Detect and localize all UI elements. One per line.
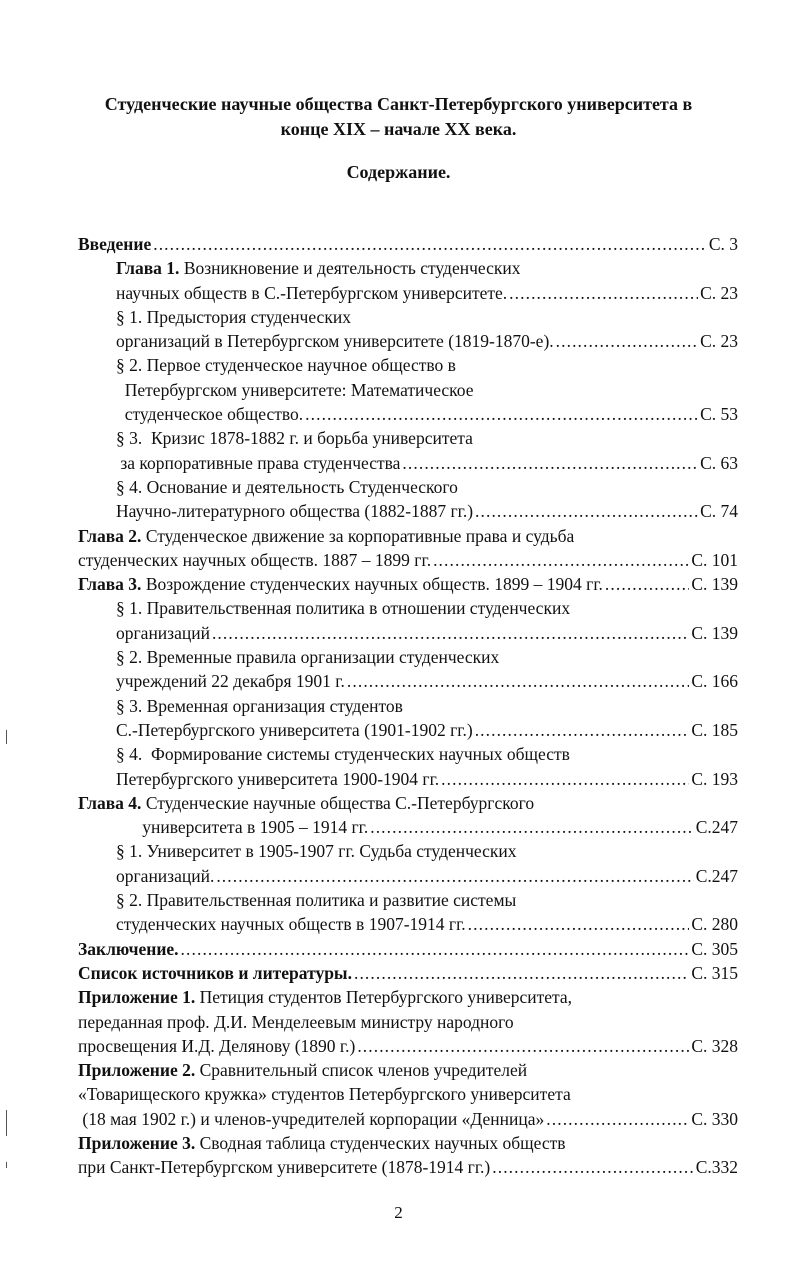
toc-line (0, 426, 738, 450)
toc-entry (0, 742, 797, 791)
toc-page-ref: С. 328 (691, 1035, 738, 1056)
scan-margin-mark (6, 1110, 7, 1136)
toc-entry-text: при Санкт-Петербургском университете (1878-1914 гг.) (78, 1157, 491, 1178)
table-of-contents (0, 232, 797, 1180)
toc-entry (0, 839, 797, 888)
dot-leader (305, 402, 698, 426)
toc-line (0, 864, 738, 888)
toc-line (0, 281, 738, 305)
toc-line (0, 256, 738, 280)
toc-line (0, 451, 738, 475)
toc-entry-text: организаций. (116, 865, 215, 886)
page-number: 2 (394, 1203, 403, 1222)
toc-entry-text: Сравнительный список членов учредителей (195, 1060, 528, 1081)
toc-line (0, 912, 738, 936)
toc-entry-text: Сводная таблица студенческих научных обществ (195, 1132, 566, 1153)
toc-line (0, 815, 738, 839)
toc-line (0, 1010, 738, 1034)
toc-entry-text: Студенческие научные общества С.-Петербургского (141, 792, 535, 813)
dot-leader (546, 1107, 689, 1131)
toc-entry-text: студенческих научных обществ. 1887 – 1899 гг. (78, 549, 432, 570)
dot-leader (433, 548, 689, 572)
dot-leader (492, 1155, 693, 1179)
toc-entry-label: Глава 4. (78, 792, 142, 813)
toc-entry-text: § 1. Университет в 1905-1907 гг. Судьба студенческих (116, 841, 517, 862)
toc-entry-text: Петербургском университете: Математическое (116, 379, 474, 400)
toc-entry-text: Петербургского университета 1900-1904 гг. (116, 768, 440, 789)
toc-line (0, 985, 738, 1009)
toc-page-ref: С. 139 (691, 574, 738, 595)
toc-line (0, 475, 738, 499)
toc-page-ref: С. 53 (700, 404, 738, 425)
dot-leader (181, 937, 690, 961)
toc-page-ref: С. 139 (691, 622, 738, 643)
toc-entry-text: студенческое общество. (116, 404, 304, 425)
toc-entry-text: студенческих научных обществ в 1907-1914 гг. (116, 914, 466, 935)
toc-entry (0, 1058, 797, 1131)
toc-line (0, 524, 738, 548)
toc-entry-text: за корпоративные права студенчества (116, 452, 401, 473)
toc-entry (0, 961, 797, 985)
document-title (60, 92, 737, 142)
toc-entry-label: Глава 2. (78, 525, 142, 546)
toc-entry (0, 596, 797, 645)
title-line-1: Студенческие научные общества Санкт-Петербургского университета в (104, 94, 693, 114)
toc-entry-text: § 2. Правительственная политика и развитие системы (116, 890, 517, 911)
toc-line (0, 937, 738, 961)
toc-entry-label: Приложение 2. (78, 1060, 196, 1081)
toc-page-ref: С. 305 (691, 938, 738, 959)
dot-leader (347, 669, 689, 693)
toc-line (0, 645, 738, 669)
toc-entry-text: § 1. Правительственная политика в отношении студенческих (116, 598, 571, 619)
toc-entry-text: § 2. Первое студенческое научное общество в (116, 355, 456, 376)
dot-leader (605, 572, 689, 596)
toc-entry (0, 232, 797, 256)
title-line-2: конце XIX – начале XX века. (280, 119, 517, 139)
toc-line (0, 1131, 738, 1155)
dot-leader (468, 912, 690, 936)
toc-entry (0, 985, 797, 1058)
toc-page-ref: С. 63 (700, 452, 738, 473)
toc-line (0, 961, 738, 985)
toc-line (0, 378, 738, 402)
dot-leader (556, 329, 698, 353)
dot-leader (402, 451, 698, 475)
toc-entry (0, 791, 797, 840)
toc-entry-text: Петиция студентов Петербургского университета, (195, 987, 573, 1008)
toc-line (0, 791, 738, 815)
toc-entry (0, 694, 797, 743)
scan-margin-mark (6, 1162, 7, 1168)
toc-line (0, 499, 738, 523)
toc-entry-text: (18 мая 1902 г.) и членов-учредителей корпорации «Денница» (78, 1108, 545, 1129)
toc-line (0, 548, 738, 572)
toc-line (0, 1058, 738, 1082)
toc-entry (0, 256, 797, 305)
toc-line (0, 767, 738, 791)
toc-entry-text: Возникновение и деятельность студенческих (179, 258, 521, 279)
toc-line (0, 1034, 738, 1058)
dot-leader (475, 499, 698, 523)
toc-entry-text: § 2. Временные правила организации студенческих (116, 647, 500, 668)
toc-entry-text: учреждений 22 декабря 1901 г. (116, 671, 345, 692)
toc-entry-label: Заключение. (78, 938, 179, 959)
toc-entry-text: Научно-литературного общества (1882-1887 гг.) (116, 501, 474, 522)
toc-entry-text: организаций (116, 622, 210, 643)
toc-line (0, 839, 738, 863)
toc-entry-label: Глава 3. (78, 574, 142, 595)
toc-entry-text: § 1. Предыстория студенческих (116, 306, 351, 327)
toc-line (0, 596, 738, 620)
toc-entry (0, 937, 797, 961)
toc-page-ref: С. 3 (708, 234, 738, 254)
toc-line (0, 1155, 738, 1179)
dot-leader (354, 961, 689, 985)
toc-line (0, 305, 738, 329)
toc-page-ref: С. 280 (691, 914, 738, 935)
toc-entry-text: университета в 1905 – 1914 гг. (116, 817, 369, 838)
toc-line (0, 718, 738, 742)
scan-margin-mark (6, 730, 7, 744)
toc-page-ref: С.247 (695, 817, 738, 838)
toc-entry-label: Список источников и литературы. (78, 962, 352, 983)
toc-entry-text: § 4. Основание и деятельность Студенческого (116, 476, 458, 497)
toc-line (0, 572, 738, 596)
toc-entry-label: Приложение 3. (78, 1132, 196, 1153)
dot-leader (216, 864, 693, 888)
toc-entry-text: Студенческое движение за корпоративные права и судьба (141, 525, 575, 546)
toc-page-ref: С. 74 (700, 501, 738, 522)
toc-line (0, 232, 738, 256)
toc-page-ref: С. 23 (700, 331, 738, 352)
toc-entry (0, 572, 797, 596)
toc-entry (0, 475, 797, 524)
toc-page-ref: С. 315 (691, 962, 738, 983)
toc-line (0, 402, 738, 426)
dot-leader (441, 767, 689, 791)
toc-line (0, 669, 738, 693)
toc-entry-text: организаций в Петербургском университете (1819-1870-е). (116, 331, 554, 352)
toc-entry-text: § 3. Временная организация студентов (116, 695, 403, 716)
dot-leader (475, 718, 690, 742)
dot-leader (370, 815, 693, 839)
toc-page-ref: С.332 (695, 1157, 738, 1178)
toc-entry (0, 426, 797, 475)
toc-entry-label: Введение (78, 234, 152, 254)
toc-line (0, 353, 738, 377)
toc-entry (0, 888, 797, 937)
toc-entry-text: переданная проф. Д.И. Менделеевым министру народного (78, 1011, 514, 1032)
toc-line (0, 621, 738, 645)
dot-leader (153, 232, 707, 256)
toc-line (0, 1107, 738, 1131)
contents-heading: Содержание. (346, 162, 451, 182)
toc-page-ref: С.247 (695, 865, 738, 886)
toc-page-ref: С. 101 (691, 549, 738, 570)
toc-entry-label: Приложение 1. (78, 987, 196, 1008)
toc-entry (0, 524, 797, 573)
toc-entry (0, 645, 797, 694)
toc-entry-text: § 3. Кризис 1878-1882 г. и борьба университета (116, 428, 473, 449)
toc-entry-text: Возрождение студенческих научных обществ. 1899 – 1904 гг. (141, 574, 603, 595)
dot-leader (357, 1034, 689, 1058)
toc-page-ref: С. 330 (691, 1108, 738, 1129)
toc-entry (0, 1131, 797, 1180)
toc-entry-text: § 4. Формирование системы студенческих научных обществ (116, 744, 570, 765)
toc-entry (0, 353, 797, 426)
toc-entry-text: научных обществ в С.-Петербургском университете. (116, 282, 508, 303)
toc-page-ref: С. 23 (700, 282, 738, 303)
toc-entry-text: «Товарищеского кружка» студентов Петербургского университета (78, 1084, 571, 1105)
toc-line (0, 1082, 738, 1106)
toc-line (0, 742, 738, 766)
toc-entry-label: Глава 1. (116, 258, 180, 279)
toc-line (0, 329, 738, 353)
toc-line (0, 888, 738, 912)
toc-entry (0, 305, 797, 354)
toc-entry-text: С.-Петербургского университета (1901-1902 гг.) (116, 719, 473, 740)
dot-leader (212, 621, 689, 645)
toc-entry-text: просвещения И.Д. Делянову (1890 г.) (78, 1035, 356, 1056)
toc-page-ref: С. 166 (691, 671, 738, 692)
dot-leader (509, 281, 698, 305)
toc-page-ref: С. 185 (691, 719, 738, 740)
toc-page-ref: С. 193 (691, 768, 738, 789)
toc-line (0, 694, 738, 718)
